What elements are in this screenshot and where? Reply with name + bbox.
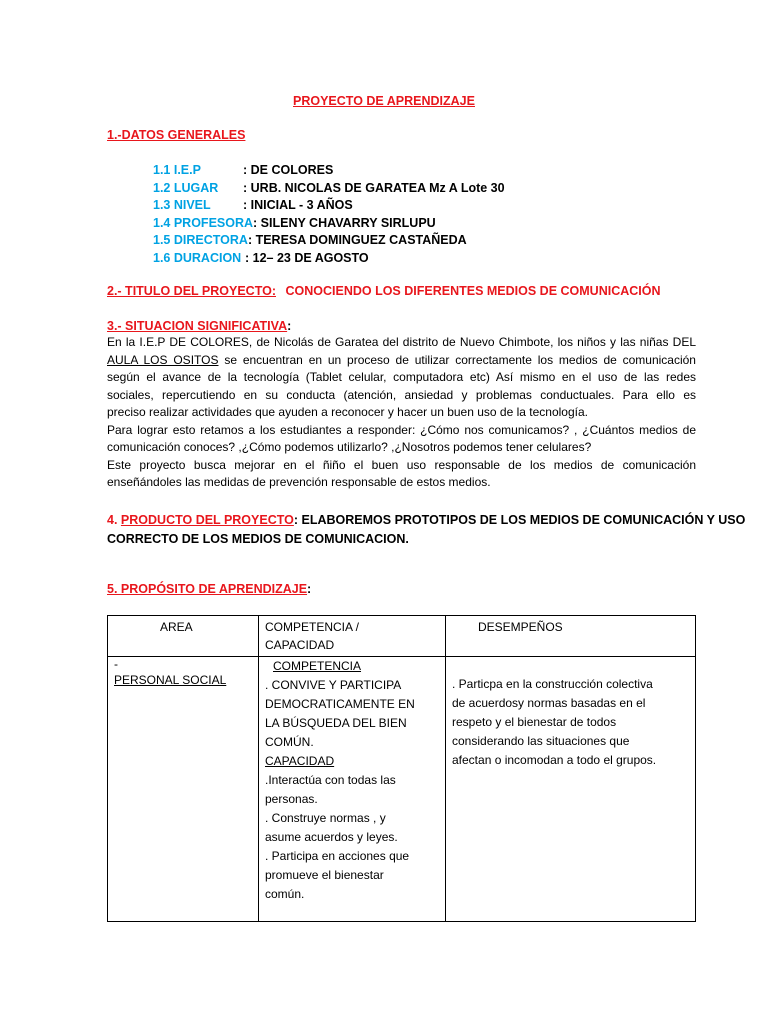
- capacidad-label: CAPACIDAD: [265, 754, 335, 768]
- competencia-cell: [259, 657, 446, 922]
- section-4-number: 4.: [107, 513, 118, 527]
- header-area-label: AREA: [160, 620, 193, 634]
- section-4-line-1: [107, 511, 745, 530]
- section-4-line-2: CORRECTO DE LOS MEDIOS DE COMUNICACION.: [107, 532, 409, 546]
- project-title-value: CONOCIENDO LOS DIFERENTES MEDIOS DE COMUNICACIÓN: [285, 284, 661, 298]
- capacidad-line: promueve el bienestar: [265, 868, 384, 882]
- paragraph-line: Para lograr esto retamos a los estudiantes a responder: ¿Cómo nos comunicamos? , ¿Cuántos medios de: [107, 422, 696, 437]
- paragraph-line: enseñándoles las medidas de prevención responsable de estos medios.: [107, 475, 491, 489]
- desempeno-line: de acuerdosy normas basadas en el: [452, 696, 646, 710]
- table-row: [108, 657, 696, 922]
- competencia-line: COMÚN.: [265, 735, 314, 749]
- header-competencia-line: COMPETENCIA /: [265, 620, 360, 634]
- section-4: [107, 511, 745, 549]
- desempeno-line: considerando las situaciones que: [452, 734, 630, 748]
- general-data-value: : INICIAL - 3 AÑOS: [243, 198, 353, 212]
- header-competencia: [259, 616, 446, 657]
- table-header-row: [108, 616, 696, 657]
- general-data-value: : 12– 23 DE AGOSTO: [245, 250, 369, 265]
- paragraph-line: En la I.E.P DE COLORES, de Nicolás de Garatea del distrito de Nuevo Chimbote, los niños y las niñas DEL: [107, 335, 696, 349]
- section-5-heading: 5. PROPÓSITO DE APRENDIZAJE: [107, 582, 308, 596]
- desempeno-line: afectan o incomodan a todo el grupos.: [452, 753, 657, 767]
- header-desempenos-label: DESEMPEÑOS: [478, 620, 563, 634]
- desempenos-cell: [446, 657, 696, 922]
- general-data-row: [153, 180, 505, 198]
- general-data-label: 1.5 DIRECTORA: [153, 233, 248, 247]
- section-2: [107, 284, 661, 298]
- capacidad-line: personas.: [265, 792, 318, 806]
- paragraph-line: según el avance de la tecnología (Tablet celular, computadora etc) Así mismo en el uso de las redes: [107, 370, 696, 384]
- paragraph-line-rest: se encuentran en un proceso de utilizar correctamente los medios de comunicación: [224, 352, 696, 367]
- section-3-heading: 3.- SITUACION SIGNIFICATIVA: [107, 319, 288, 333]
- paragraph-line: Este proyecto busca mejorar en el ñiño el buen uso responsable de los medios de comunicación: [107, 457, 696, 472]
- paragraph-line: [107, 352, 696, 370]
- general-data-row: [153, 162, 467, 180]
- paragraph-line: comunicación conoces? ,¿Cómo podemos utilizarlo? ,¿Nosotros podemos tener celulares?: [107, 440, 592, 454]
- header-desempenos: [446, 616, 696, 657]
- competencia-line: . CONVIVE Y PARTICIPA: [265, 678, 402, 692]
- general-data-label: 1.3 NIVEL: [153, 198, 211, 212]
- general-data-row: [153, 215, 467, 233]
- general-data-value: : URB. NICOLAS DE GARATEA Mz A Lote 30: [243, 180, 505, 195]
- section-4-heading: PRODUCTO DEL PROYECTO: [120, 513, 294, 527]
- section-5-colon: :: [307, 582, 312, 596]
- document-title: PROYECTO DE APRENDIZAJE: [293, 94, 475, 108]
- general-data-label: 1.4 PROFESORA: [153, 215, 254, 230]
- header-capacidad-line: CAPACIDAD: [265, 638, 335, 652]
- capacidad-line: común.: [265, 887, 305, 901]
- project-product-text: : ELABOREMOS PROTOTIPOS DE LOS MEDIOS DE COMUNICACIÓN Y USO: [293, 513, 746, 527]
- capacidad-line: . Construye normas , y: [265, 811, 386, 825]
- general-data-label: 1.6 DURACION: [153, 250, 242, 265]
- general-data-value: : SILENY CHAVARRY SIRLUPU: [253, 215, 436, 230]
- learning-purpose-table: [107, 615, 696, 922]
- section-5-heading-wrap: [107, 582, 311, 596]
- section-3-heading-wrap: [107, 319, 291, 333]
- area-dash: -: [114, 657, 118, 671]
- competencia-line: DEMOCRATICAMENTE EN: [265, 697, 415, 711]
- general-data-row: [153, 197, 467, 215]
- desempeno-line: respeto y el bienestar de todos: [452, 715, 617, 729]
- section-1-heading: 1.-DATOS GENERALES: [107, 128, 246, 142]
- capacidad-line: .Interactúa con todas las: [265, 773, 396, 787]
- general-data-value: : TERESA DOMINGUEZ CASTAÑEDA: [247, 233, 467, 247]
- competencia-line: LA BÚSQUEDA DEL BIEN: [265, 716, 407, 730]
- paragraph-line: preciso realizar actividades que ayuden a reconocer y hacer un buen uso de la tecnología.: [107, 405, 588, 419]
- capacidad-line: . Participa en acciones que: [265, 849, 410, 863]
- general-data-row: [153, 232, 467, 250]
- general-data-label: 1.1 I.E.P: [153, 163, 201, 177]
- paragraph-line: sociales, repercutiendo en su conducta (atención, ansiedad y problemas conductuales. Para ello es: [107, 387, 696, 402]
- competencia-label: COMPETENCIA: [273, 659, 362, 673]
- desempeno-line: . Particpa en la construcción colectiva: [452, 677, 653, 691]
- area-cell: [108, 657, 259, 922]
- general-data-label: 1.2 LUGAR: [153, 180, 219, 195]
- general-data-row: [153, 250, 467, 268]
- capacidad-line: asume acuerdos y leyes.: [265, 830, 398, 844]
- general-data-list: [153, 162, 505, 267]
- section-2-heading: 2.- TITULO DEL PROYECTO:: [107, 284, 276, 298]
- class-name: AULA LOS OSITOS: [107, 352, 219, 367]
- area-name: PERSONAL SOCIAL: [114, 673, 227, 687]
- general-data-value: : DE COLORES: [243, 163, 334, 177]
- significant-situation-text: [107, 334, 696, 492]
- section-3-colon: :: [287, 319, 292, 333]
- header-area: [108, 616, 259, 657]
